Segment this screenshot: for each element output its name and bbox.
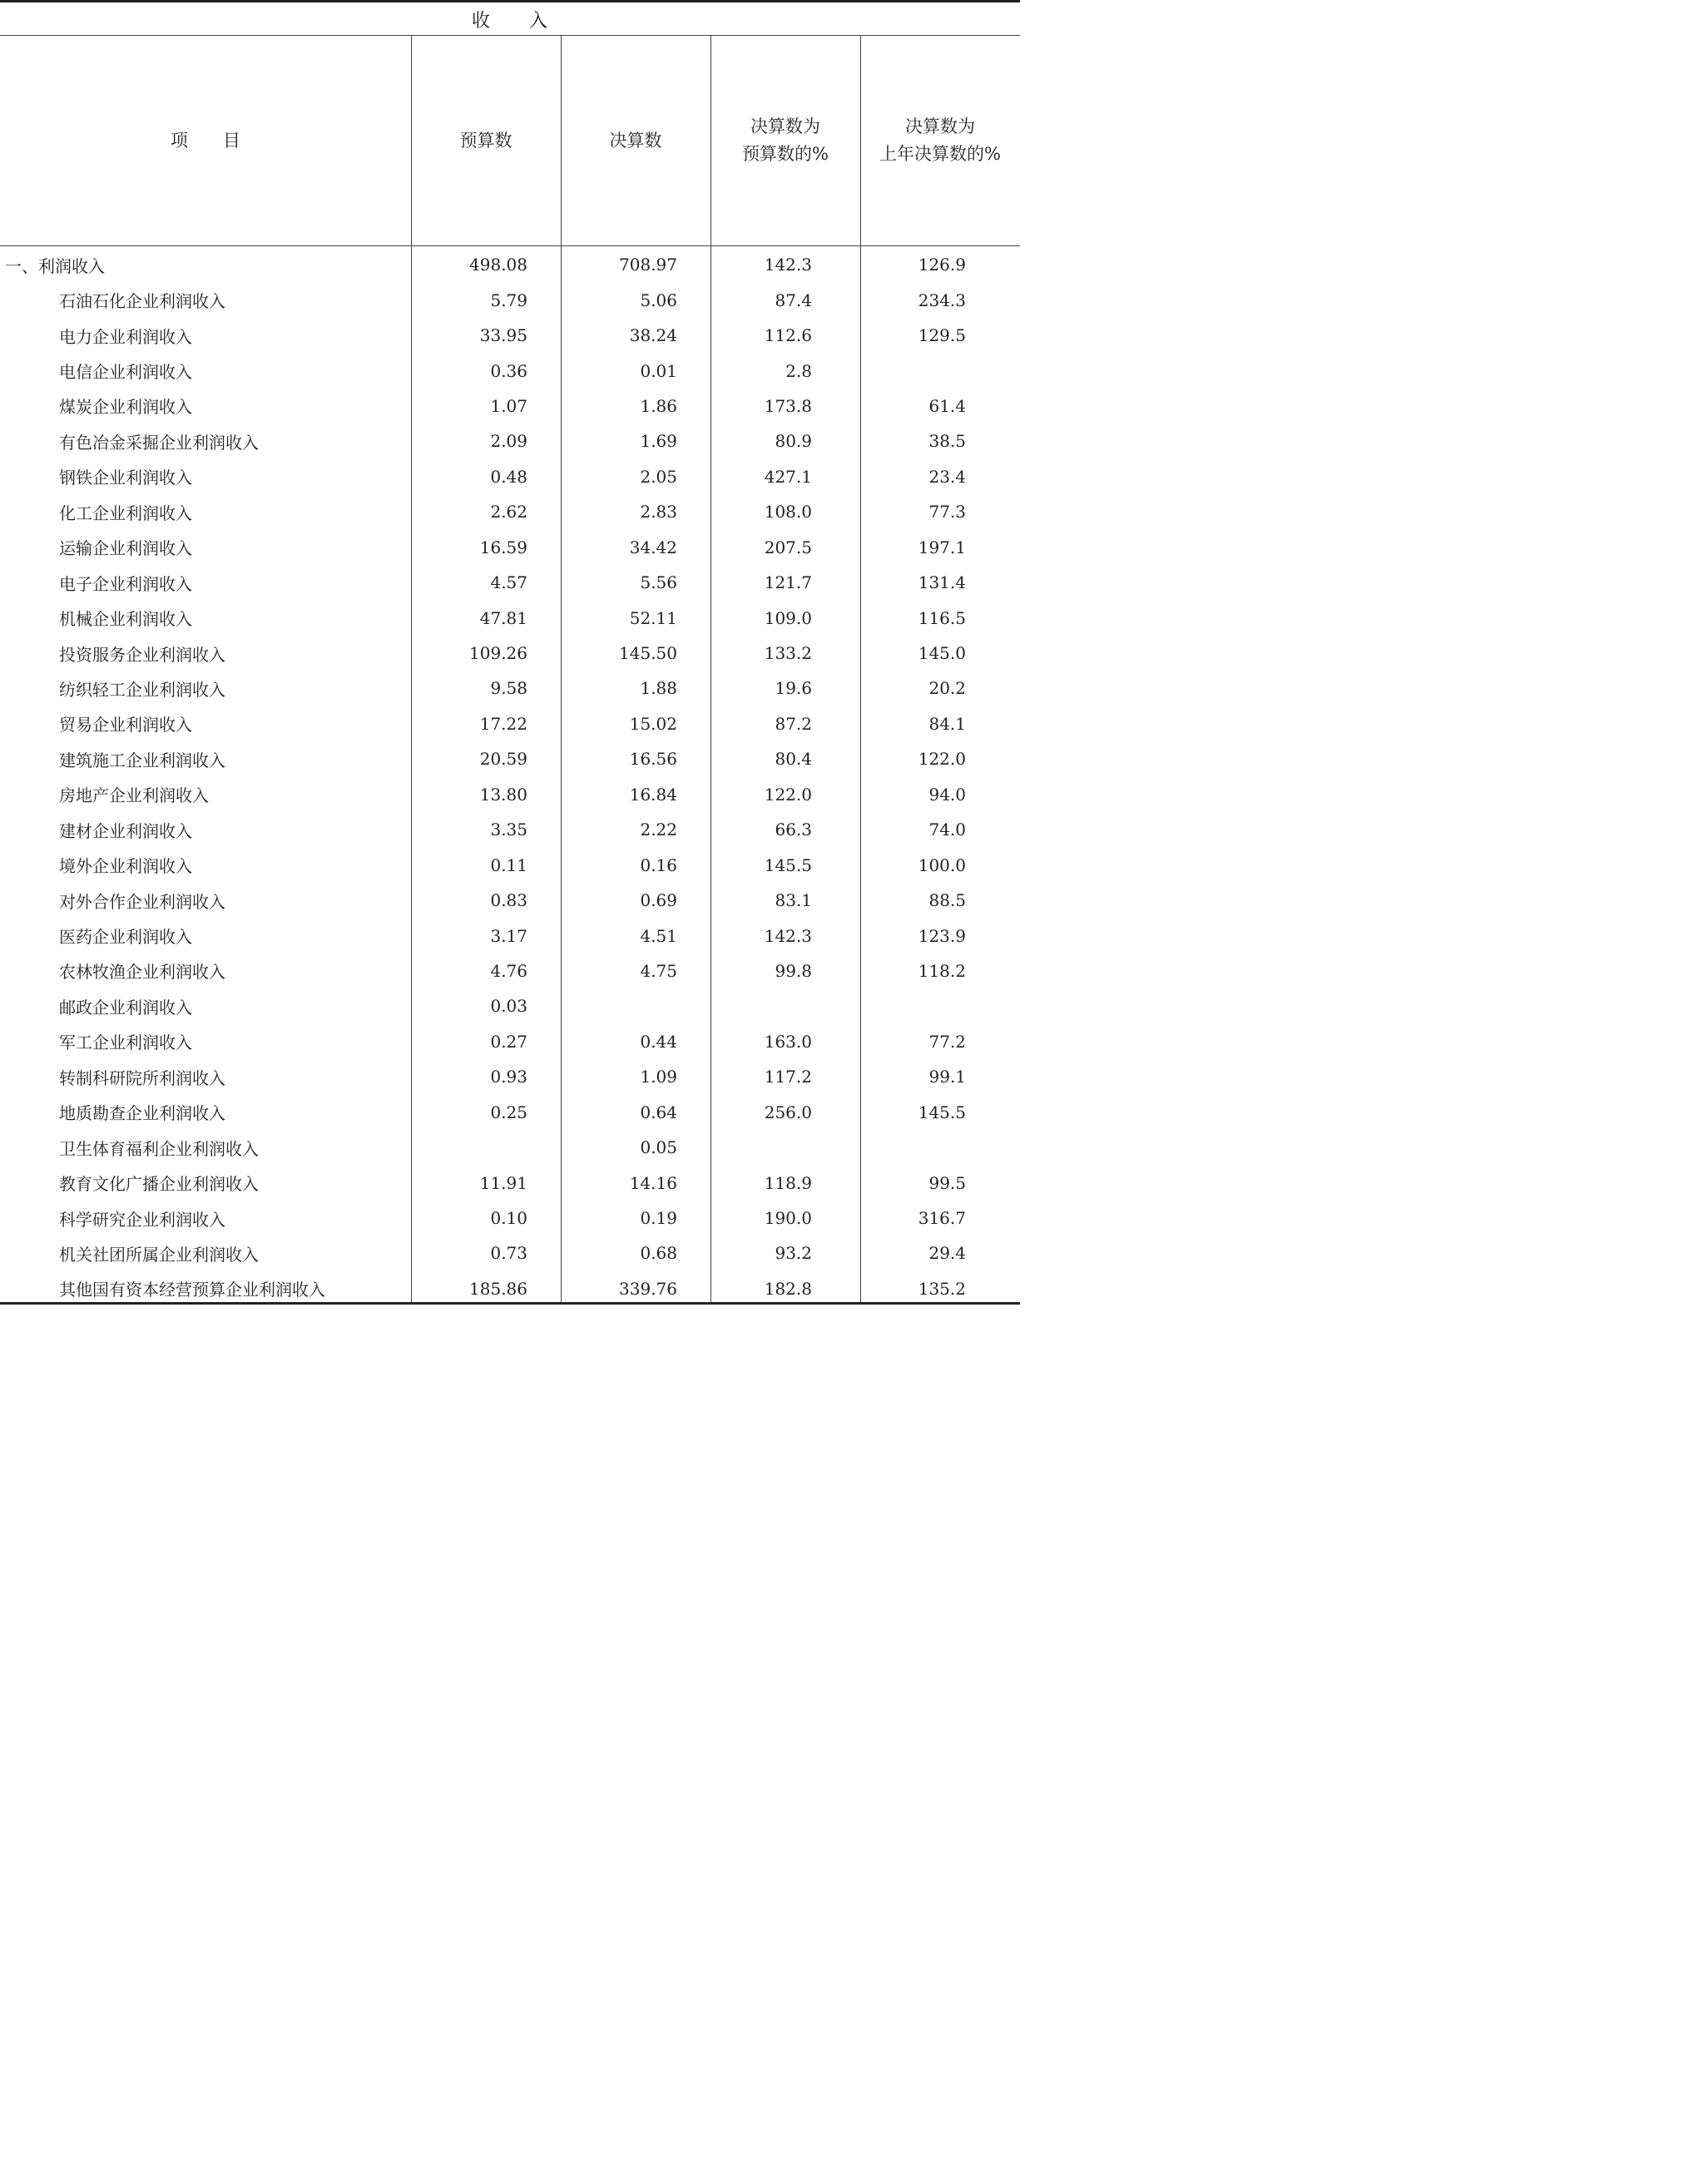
row-pct-budget: 256.0 bbox=[764, 1102, 812, 1122]
row-name: 钢铁企业利润收入 bbox=[59, 468, 192, 488]
row-pct-prev bbox=[860, 1130, 966, 1165]
row-final: 34.42 bbox=[629, 537, 677, 557]
table-row bbox=[0, 918, 1020, 953]
row-final: 0.19 bbox=[640, 1208, 677, 1229]
row-name: 建筑施工企业利润收入 bbox=[59, 750, 225, 770]
row-final: 14.16 bbox=[629, 1172, 677, 1193]
row-pct-prev: 145.0 bbox=[918, 643, 966, 664]
row-pct-budget bbox=[710, 988, 812, 1023]
row-budget: 0.03 bbox=[490, 996, 527, 1017]
row-budget: 47.81 bbox=[479, 607, 527, 628]
row-pct-budget: 87.2 bbox=[775, 713, 812, 734]
row-final: 16.56 bbox=[629, 749, 677, 770]
row-pct-prev: 145.5 bbox=[918, 1102, 966, 1122]
row-budget: 0.27 bbox=[490, 1031, 527, 1052]
row-budget: 185.86 bbox=[469, 1278, 527, 1299]
row-budget bbox=[411, 1130, 527, 1165]
row-final: 16.84 bbox=[629, 784, 677, 805]
top-rule bbox=[0, 0, 1020, 2]
row-name: 其他国有资本经营预算企业利润收入 bbox=[59, 1280, 325, 1300]
row-pct-prev: 131.4 bbox=[918, 572, 966, 593]
row-final: 145.50 bbox=[619, 643, 677, 664]
table-row bbox=[0, 353, 1020, 388]
row-final: 4.75 bbox=[640, 960, 677, 981]
row-budget: 11.91 bbox=[479, 1172, 527, 1193]
table-row bbox=[0, 847, 1020, 882]
row-pct-prev: 234.3 bbox=[918, 290, 966, 310]
row-budget: 3.35 bbox=[490, 820, 527, 840]
row-name: 一、利润收入 bbox=[5, 255, 105, 276]
row-final: 0.16 bbox=[640, 854, 677, 875]
table-row bbox=[0, 282, 1020, 317]
row-budget: 4.76 bbox=[490, 960, 527, 981]
table-row bbox=[0, 706, 1020, 741]
row-pct-budget: 190.0 bbox=[764, 1208, 812, 1229]
row-name: 建材企业利润收入 bbox=[59, 820, 192, 841]
row-final: 0.44 bbox=[640, 1031, 677, 1052]
table-row bbox=[0, 1024, 1020, 1059]
header-pct-budget-line2: 预算数的% bbox=[742, 144, 829, 164]
row-name: 化工企业利润收入 bbox=[59, 503, 192, 523]
row-budget: 2.09 bbox=[490, 431, 527, 452]
table-row bbox=[0, 1059, 1020, 1094]
row-budget: 1.07 bbox=[490, 395, 527, 416]
row-final: 52.11 bbox=[629, 607, 677, 628]
row-pct-budget: 108.0 bbox=[764, 502, 812, 522]
row-name: 有色冶金采掘企业利润收入 bbox=[59, 432, 259, 453]
row-pct-prev bbox=[860, 988, 966, 1023]
row-final: 2.05 bbox=[640, 466, 677, 487]
row-final: 1.09 bbox=[640, 1067, 677, 1087]
row-pct-budget bbox=[710, 1130, 812, 1165]
row-pct-prev: 100.0 bbox=[918, 854, 966, 875]
row-budget: 4.57 bbox=[490, 572, 527, 593]
row-budget: 0.10 bbox=[490, 1208, 527, 1229]
table-row bbox=[0, 318, 1020, 353]
row-pct-prev: 123.9 bbox=[918, 925, 966, 946]
row-budget: 109.26 bbox=[469, 643, 527, 664]
row-final: 0.64 bbox=[640, 1102, 677, 1122]
row-final: 2.83 bbox=[640, 502, 677, 522]
row-budget: 0.36 bbox=[490, 360, 527, 381]
table-row bbox=[0, 247, 1020, 282]
row-pct-budget: 80.4 bbox=[775, 749, 812, 770]
header-item: 项 目 bbox=[171, 130, 240, 151]
row-final: 0.69 bbox=[640, 890, 677, 911]
row-budget: 498.08 bbox=[469, 255, 527, 275]
row-pct-budget: 19.6 bbox=[775, 678, 812, 699]
row-budget: 0.25 bbox=[490, 1102, 527, 1122]
row-pct-prev: 126.9 bbox=[918, 255, 966, 275]
row-pct-prev: 77.3 bbox=[928, 502, 966, 522]
row-final: 5.56 bbox=[640, 572, 677, 593]
row-pct-budget: 182.8 bbox=[764, 1278, 812, 1299]
table-row bbox=[0, 459, 1020, 494]
row-name: 投资服务企业利润收入 bbox=[59, 644, 225, 665]
row-name: 农林牧渔企业利润收入 bbox=[59, 962, 225, 983]
row-budget: 13.80 bbox=[479, 784, 527, 805]
row-pct-budget: 80.9 bbox=[775, 431, 812, 452]
row-pct-budget: 109.0 bbox=[764, 607, 812, 628]
table-row bbox=[0, 812, 1020, 847]
row-pct-budget: 121.7 bbox=[764, 572, 812, 593]
table-body bbox=[0, 247, 1020, 1306]
row-name: 对外合作企业利润收入 bbox=[59, 891, 225, 912]
row-name: 教育文化广播企业利润收入 bbox=[59, 1174, 259, 1195]
row-name: 科学研究企业利润收入 bbox=[59, 1209, 225, 1230]
row-pct-budget: 87.4 bbox=[775, 290, 812, 310]
row-pct-budget: 207.5 bbox=[764, 537, 812, 557]
row-name: 转制科研院所利润收入 bbox=[59, 1067, 225, 1088]
table-row bbox=[0, 636, 1020, 671]
header-pct-prev-line1: 决算数为 bbox=[905, 116, 975, 136]
row-pct-budget: 93.2 bbox=[775, 1243, 812, 1264]
row-pct-budget: 118.9 bbox=[764, 1172, 812, 1193]
row-name: 机械企业利润收入 bbox=[59, 609, 192, 630]
table-row bbox=[0, 953, 1020, 988]
row-final: 1.69 bbox=[640, 431, 677, 452]
table-header bbox=[0, 36, 1020, 245]
row-final: 38.24 bbox=[629, 325, 677, 346]
row-pct-prev: 29.4 bbox=[928, 1243, 966, 1264]
table-row bbox=[0, 777, 1020, 812]
row-pct-prev: 94.0 bbox=[928, 784, 966, 805]
table-row bbox=[0, 883, 1020, 918]
row-name: 煤炭企业利润收入 bbox=[59, 397, 192, 418]
row-budget: 0.11 bbox=[490, 854, 527, 875]
row-final bbox=[561, 988, 677, 1023]
row-pct-prev: 38.5 bbox=[928, 431, 966, 452]
row-budget: 9.58 bbox=[490, 678, 527, 699]
row-budget: 16.59 bbox=[479, 537, 527, 557]
row-budget: 17.22 bbox=[479, 713, 527, 734]
row-name: 运输企业利润收入 bbox=[59, 538, 192, 559]
row-final: 339.76 bbox=[619, 1278, 677, 1299]
row-pct-prev: 23.4 bbox=[928, 466, 966, 487]
row-pct-prev: 316.7 bbox=[918, 1208, 966, 1229]
table-row bbox=[0, 741, 1020, 776]
row-final: 0.68 bbox=[640, 1243, 677, 1264]
row-name: 地质勘查企业利润收入 bbox=[59, 1103, 225, 1124]
row-name: 纺织轻工企业利润收入 bbox=[59, 679, 225, 700]
row-pct-prev: 122.0 bbox=[918, 749, 966, 770]
row-pct-prev: 61.4 bbox=[928, 395, 966, 416]
table-row bbox=[0, 1271, 1020, 1306]
table-row bbox=[0, 988, 1020, 1023]
row-pct-prev: 88.5 bbox=[928, 890, 966, 911]
row-final: 5.06 bbox=[640, 290, 677, 310]
header-final: 决算数 bbox=[609, 130, 662, 151]
row-final: 1.86 bbox=[640, 395, 677, 416]
row-name: 军工企业利润收入 bbox=[59, 1033, 192, 1053]
header-pct-budget bbox=[710, 36, 860, 245]
row-budget: 0.73 bbox=[490, 1243, 527, 1264]
row-pct-prev: 74.0 bbox=[928, 820, 966, 840]
row-pct-budget: 99.8 bbox=[775, 960, 812, 981]
row-name: 医药企业利润收入 bbox=[59, 927, 192, 948]
row-pct-prev: 77.2 bbox=[928, 1031, 966, 1052]
table-row bbox=[0, 1201, 1020, 1236]
row-pct-budget: 2.8 bbox=[785, 360, 812, 381]
row-pct-budget: 83.1 bbox=[775, 890, 812, 911]
row-pct-prev: 84.1 bbox=[928, 713, 966, 734]
header-rule bbox=[0, 245, 1020, 246]
row-pct-budget: 122.0 bbox=[764, 784, 812, 805]
row-pct-budget: 142.3 bbox=[764, 255, 812, 275]
row-pct-prev: 99.5 bbox=[928, 1172, 966, 1193]
table-row bbox=[0, 1095, 1020, 1130]
row-final: 4.51 bbox=[640, 925, 677, 946]
row-pct-prev: 116.5 bbox=[918, 607, 966, 628]
row-pct-budget: 427.1 bbox=[764, 466, 812, 487]
table-row bbox=[0, 565, 1020, 600]
row-pct-prev: 118.2 bbox=[918, 960, 966, 981]
row-budget: 0.48 bbox=[490, 466, 527, 487]
row-name: 境外企业利润收入 bbox=[59, 856, 192, 877]
table-row bbox=[0, 423, 1020, 458]
revenue-table bbox=[0, 0, 1020, 1305]
header-pct-prev-line2: 上年决算数的% bbox=[879, 144, 1001, 164]
row-name: 贸易企业利润收入 bbox=[59, 715, 192, 735]
row-pct-budget: 117.2 bbox=[764, 1067, 812, 1087]
table-title: 收 入 bbox=[471, 10, 548, 32]
row-final: 15.02 bbox=[629, 713, 677, 734]
row-final: 708.97 bbox=[619, 255, 677, 275]
row-name: 邮政企业利润收入 bbox=[59, 997, 192, 1018]
row-pct-prev: 20.2 bbox=[928, 678, 966, 699]
row-budget: 20.59 bbox=[479, 749, 527, 770]
header-pct-budget-line1: 决算数为 bbox=[750, 116, 820, 136]
table-row bbox=[0, 530, 1020, 565]
row-budget: 3.17 bbox=[490, 925, 527, 946]
row-name: 电信企业利润收入 bbox=[59, 362, 192, 383]
row-final: 2.22 bbox=[640, 820, 677, 840]
header-budget: 预算数 bbox=[459, 130, 512, 151]
row-pct-budget: 133.2 bbox=[764, 643, 812, 664]
row-final: 0.01 bbox=[640, 360, 677, 381]
row-pct-budget: 163.0 bbox=[764, 1031, 812, 1052]
table-row bbox=[0, 600, 1020, 635]
row-name: 电力企业利润收入 bbox=[59, 326, 192, 347]
table-row bbox=[0, 1130, 1020, 1165]
row-pct-prev: 129.5 bbox=[918, 325, 966, 346]
table-row bbox=[0, 671, 1020, 706]
row-pct-prev: 135.2 bbox=[918, 1278, 966, 1299]
row-name: 房地产企业利润收入 bbox=[59, 785, 209, 806]
table-row bbox=[0, 1236, 1020, 1270]
row-budget: 2.62 bbox=[490, 502, 527, 522]
row-pct-budget: 66.3 bbox=[775, 820, 812, 840]
header-pct-prev bbox=[860, 36, 1020, 245]
row-pct-prev bbox=[860, 353, 966, 388]
row-name: 机关社团所属企业利润收入 bbox=[59, 1244, 259, 1265]
row-budget: 5.79 bbox=[490, 290, 527, 310]
row-budget: 0.93 bbox=[490, 1067, 527, 1087]
row-budget: 0.83 bbox=[490, 890, 527, 911]
row-name: 卫生体育福利企业利润收入 bbox=[59, 1138, 259, 1159]
row-pct-budget: 142.3 bbox=[764, 925, 812, 946]
table-row bbox=[0, 389, 1020, 423]
row-final: 1.88 bbox=[640, 678, 677, 699]
row-pct-prev: 99.1 bbox=[928, 1067, 966, 1087]
row-budget: 33.95 bbox=[479, 325, 527, 346]
row-pct-prev: 197.1 bbox=[918, 537, 966, 557]
row-pct-budget: 112.6 bbox=[764, 325, 812, 346]
row-pct-budget: 145.5 bbox=[764, 854, 812, 875]
row-name: 石油石化企业利润收入 bbox=[59, 291, 225, 312]
row-pct-budget: 173.8 bbox=[764, 395, 812, 416]
bottom-rule bbox=[0, 1302, 1020, 1305]
row-final: 0.05 bbox=[640, 1137, 677, 1158]
table-row bbox=[0, 494, 1020, 529]
table-row bbox=[0, 1165, 1020, 1200]
row-name: 电子企业利润收入 bbox=[59, 573, 192, 594]
